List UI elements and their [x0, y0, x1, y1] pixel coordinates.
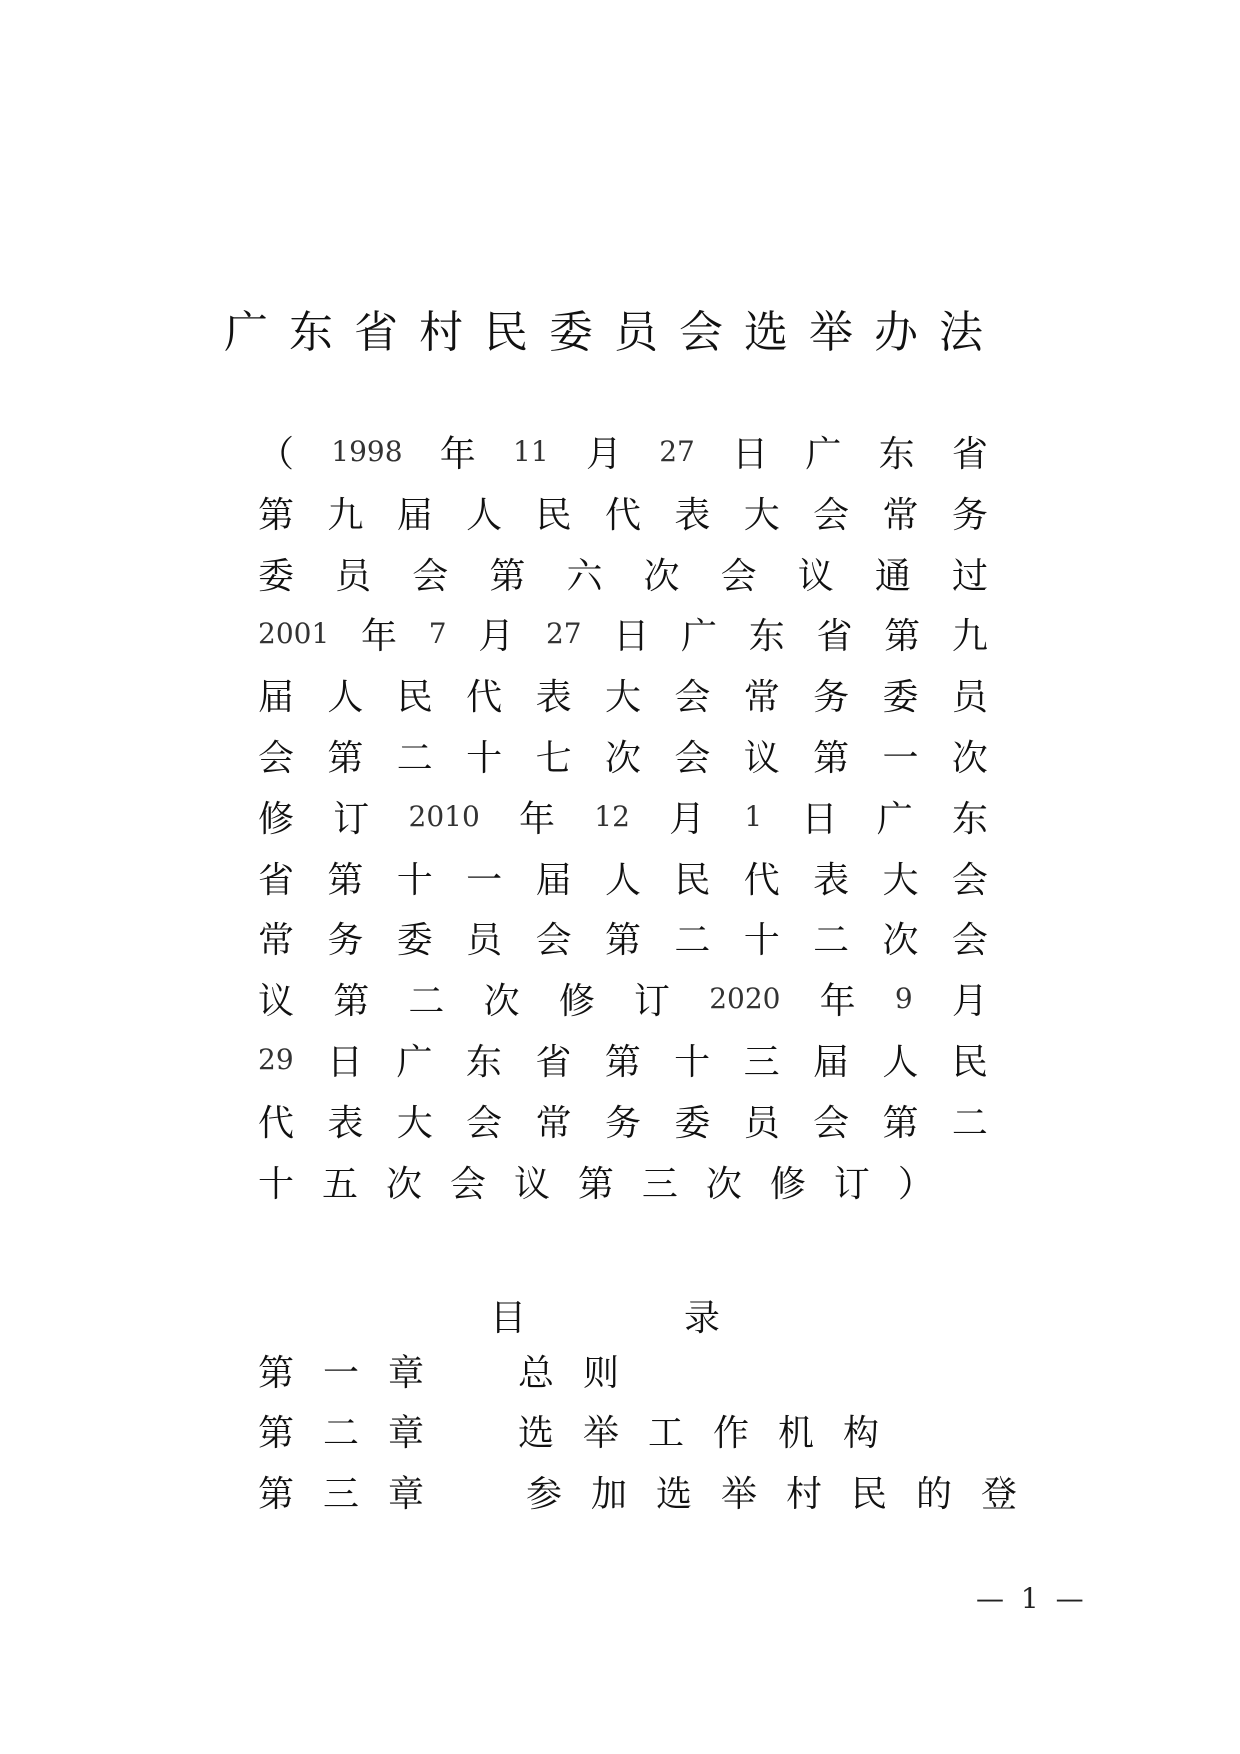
- history-token: 第: [333, 980, 370, 1022]
- history-token: 大: [743, 494, 780, 536]
- history-token: 省: [258, 859, 295, 901]
- history-token: （: [258, 433, 295, 475]
- history-token: 9: [894, 981, 913, 1015]
- history-token: 表: [535, 676, 572, 718]
- history-token: 12: [594, 799, 630, 833]
- toc-entry-chapter-2: [258, 1406, 908, 1454]
- history-token: 第: [258, 494, 295, 536]
- history-token: 会: [535, 919, 572, 961]
- history-token: 大: [396, 1102, 433, 1144]
- history-token: 订: [833, 1163, 870, 1205]
- history-token: 届: [813, 1041, 850, 1083]
- history-token: 民: [951, 1041, 988, 1083]
- history-token: 九: [327, 494, 364, 536]
- history-token: 会: [951, 919, 988, 961]
- history-token: 二: [674, 919, 711, 961]
- history-token: 九: [951, 615, 988, 657]
- toc-chapter-number: 第一章: [258, 1352, 454, 1394]
- history-token: 十: [396, 859, 433, 901]
- history-token: 委: [396, 919, 433, 961]
- history-token: 议: [743, 737, 780, 779]
- history-token: 订: [333, 798, 370, 840]
- history-token: 代: [258, 1102, 295, 1144]
- history-token: 表: [674, 494, 711, 536]
- history-token: 东: [951, 798, 988, 840]
- history-token: 人: [327, 676, 364, 718]
- history-token: 月: [478, 615, 515, 657]
- history-token: 省: [951, 433, 988, 475]
- history-token: 议: [258, 980, 295, 1022]
- history-token: 会: [674, 676, 711, 718]
- history-token: 会: [258, 737, 295, 779]
- table-of-contents-heading: [490, 1291, 720, 1339]
- history-line: [258, 427, 988, 475]
- history-token: 代: [743, 859, 780, 901]
- history-token: 会: [951, 859, 988, 901]
- history-line: [258, 549, 988, 597]
- history-token: 次: [385, 1163, 422, 1205]
- history-line: [258, 731, 988, 779]
- history-token: 表: [813, 859, 850, 901]
- toc-entry-chapter-3: [258, 1467, 1046, 1515]
- history-token: 议: [797, 555, 834, 597]
- history-token: 第: [604, 919, 641, 961]
- history-token: 议: [513, 1163, 550, 1205]
- history-token: 会: [412, 555, 449, 597]
- history-token: 修: [558, 980, 595, 1022]
- history-token: 常: [258, 919, 295, 961]
- history-line: [258, 670, 988, 718]
- history-token: 届: [396, 494, 433, 536]
- history-token: 月: [951, 980, 988, 1022]
- history-line: [258, 1035, 988, 1083]
- history-token: 常: [743, 676, 780, 718]
- history-token: 会: [813, 494, 850, 536]
- history-line: [258, 853, 988, 901]
- history-token: 月: [585, 433, 622, 475]
- history-token: 第: [813, 737, 850, 779]
- history-token: 一: [882, 737, 919, 779]
- history-token: 东: [748, 615, 785, 657]
- history-token: 委: [258, 555, 295, 597]
- history-token: 民: [674, 859, 711, 901]
- history-token: 日: [327, 1041, 364, 1083]
- history-token: 广: [805, 433, 842, 475]
- history-token: 务: [813, 676, 850, 718]
- history-token: 十: [258, 1163, 295, 1205]
- history-token: 日: [613, 615, 650, 657]
- history-token: 日: [801, 798, 838, 840]
- history-token: 第: [327, 737, 364, 779]
- history-token: 会: [720, 555, 757, 597]
- history-token: 员: [951, 676, 988, 718]
- history-token: 修: [769, 1163, 806, 1205]
- toc-chapter-number: 第三章: [258, 1473, 454, 1515]
- history-token: 27: [659, 434, 695, 468]
- history-token: 务: [327, 919, 364, 961]
- history-token: 年: [360, 615, 397, 657]
- history-token: 六: [566, 555, 603, 597]
- page-number: — 1 —: [976, 1582, 1088, 1615]
- history-token: 修: [258, 798, 295, 840]
- history-token: 委: [882, 676, 919, 718]
- history-token: 27: [545, 616, 582, 650]
- history-token: 广: [876, 798, 913, 840]
- history-line: [258, 1096, 988, 1144]
- history-line: [258, 609, 988, 657]
- history-token: 第: [327, 859, 364, 901]
- history-token: 民: [535, 494, 572, 536]
- document-title: 广东省村民委员会选举办法: [224, 307, 1004, 358]
- history-token: 三: [743, 1041, 780, 1083]
- history-token: 五: [321, 1163, 358, 1205]
- history-token: 大: [604, 676, 641, 718]
- history-token: 常: [882, 494, 919, 536]
- history-token: 务: [951, 494, 988, 536]
- history-token: 1998: [331, 434, 403, 468]
- history-token: 会: [813, 1102, 850, 1144]
- history-token: 二: [408, 980, 445, 1022]
- history-token: 大: [882, 859, 919, 901]
- history-token: 年: [519, 798, 556, 840]
- history-line: [258, 974, 988, 1022]
- history-token: 东: [465, 1041, 502, 1083]
- history-token: 省: [535, 1041, 572, 1083]
- history-token: 第: [604, 1041, 641, 1083]
- history-token: 次: [951, 737, 988, 779]
- history-token: 十: [466, 737, 503, 779]
- history-token: 第: [489, 555, 526, 597]
- history-token: 月: [669, 798, 706, 840]
- history-line: [258, 1157, 934, 1205]
- history-line: [258, 488, 988, 536]
- history-token: 次: [882, 919, 919, 961]
- history-token: 2010: [408, 799, 480, 833]
- history-token: 二: [396, 737, 433, 779]
- history-token: 民: [396, 676, 433, 718]
- history-token: 届: [535, 859, 572, 901]
- history-token: 届: [258, 676, 295, 718]
- history-token: 务: [604, 1102, 641, 1144]
- history-token: 人: [466, 494, 503, 536]
- toc-chapter-title: 选举工作机构: [518, 1412, 909, 1454]
- toc-chapter-title: 参加选举村民的登: [526, 1473, 1047, 1515]
- history-token: 人: [604, 859, 641, 901]
- toc-entry-chapter-1: [258, 1346, 648, 1394]
- history-token: 次: [643, 555, 680, 597]
- history-token: 次: [604, 737, 641, 779]
- history-token: 东: [878, 433, 915, 475]
- history-token: 2020: [709, 981, 781, 1015]
- toc-chapter-title: 总则: [518, 1352, 649, 1394]
- history-token: 一: [466, 859, 503, 901]
- history-token: ）: [897, 1163, 934, 1205]
- history-token: 2001: [258, 616, 330, 650]
- history-token: 11: [513, 434, 549, 468]
- history-token: 省: [816, 615, 853, 657]
- history-token: 二: [813, 919, 850, 961]
- history-token: 十: [743, 919, 780, 961]
- history-token: 过: [951, 555, 988, 597]
- history-token: 次: [705, 1163, 742, 1205]
- history-token: 第: [884, 615, 921, 657]
- history-token: 常: [535, 1102, 572, 1144]
- history-token: 年: [439, 433, 476, 475]
- history-token: 第: [882, 1102, 919, 1144]
- history-token: 代: [466, 676, 503, 718]
- history-token: 代: [604, 494, 641, 536]
- history-token: 二: [951, 1102, 988, 1144]
- history-token: 七: [535, 737, 572, 779]
- history-token: 会: [674, 737, 711, 779]
- history-token: 会: [466, 1102, 503, 1144]
- history-token: 广: [396, 1041, 433, 1083]
- toc-heading-char: 目: [490, 1297, 527, 1339]
- history-line: [258, 913, 988, 961]
- history-token: 会: [449, 1163, 486, 1205]
- history-token: 年: [819, 980, 856, 1022]
- history-token: 员: [466, 919, 503, 961]
- history-token: 订: [634, 980, 671, 1022]
- history-token: 次: [483, 980, 520, 1022]
- history-token: 十: [674, 1041, 711, 1083]
- history-token: 第: [577, 1163, 614, 1205]
- history-token: 员: [743, 1102, 780, 1144]
- history-token: 29: [258, 1042, 294, 1076]
- history-token: 广: [681, 615, 718, 657]
- history-token: 人: [882, 1041, 919, 1083]
- history-token: 委: [674, 1102, 711, 1144]
- history-token: 1: [744, 799, 763, 833]
- history-token: 三: [641, 1163, 678, 1205]
- history-token: 日: [732, 433, 769, 475]
- toc-heading-char: 录: [683, 1297, 720, 1339]
- history-token: 员: [335, 555, 372, 597]
- history-token: 通: [874, 555, 911, 597]
- history-token: 7: [428, 616, 447, 650]
- history-token: 表: [327, 1102, 364, 1144]
- history-line: [258, 792, 988, 840]
- toc-chapter-number: 第二章: [258, 1412, 454, 1454]
